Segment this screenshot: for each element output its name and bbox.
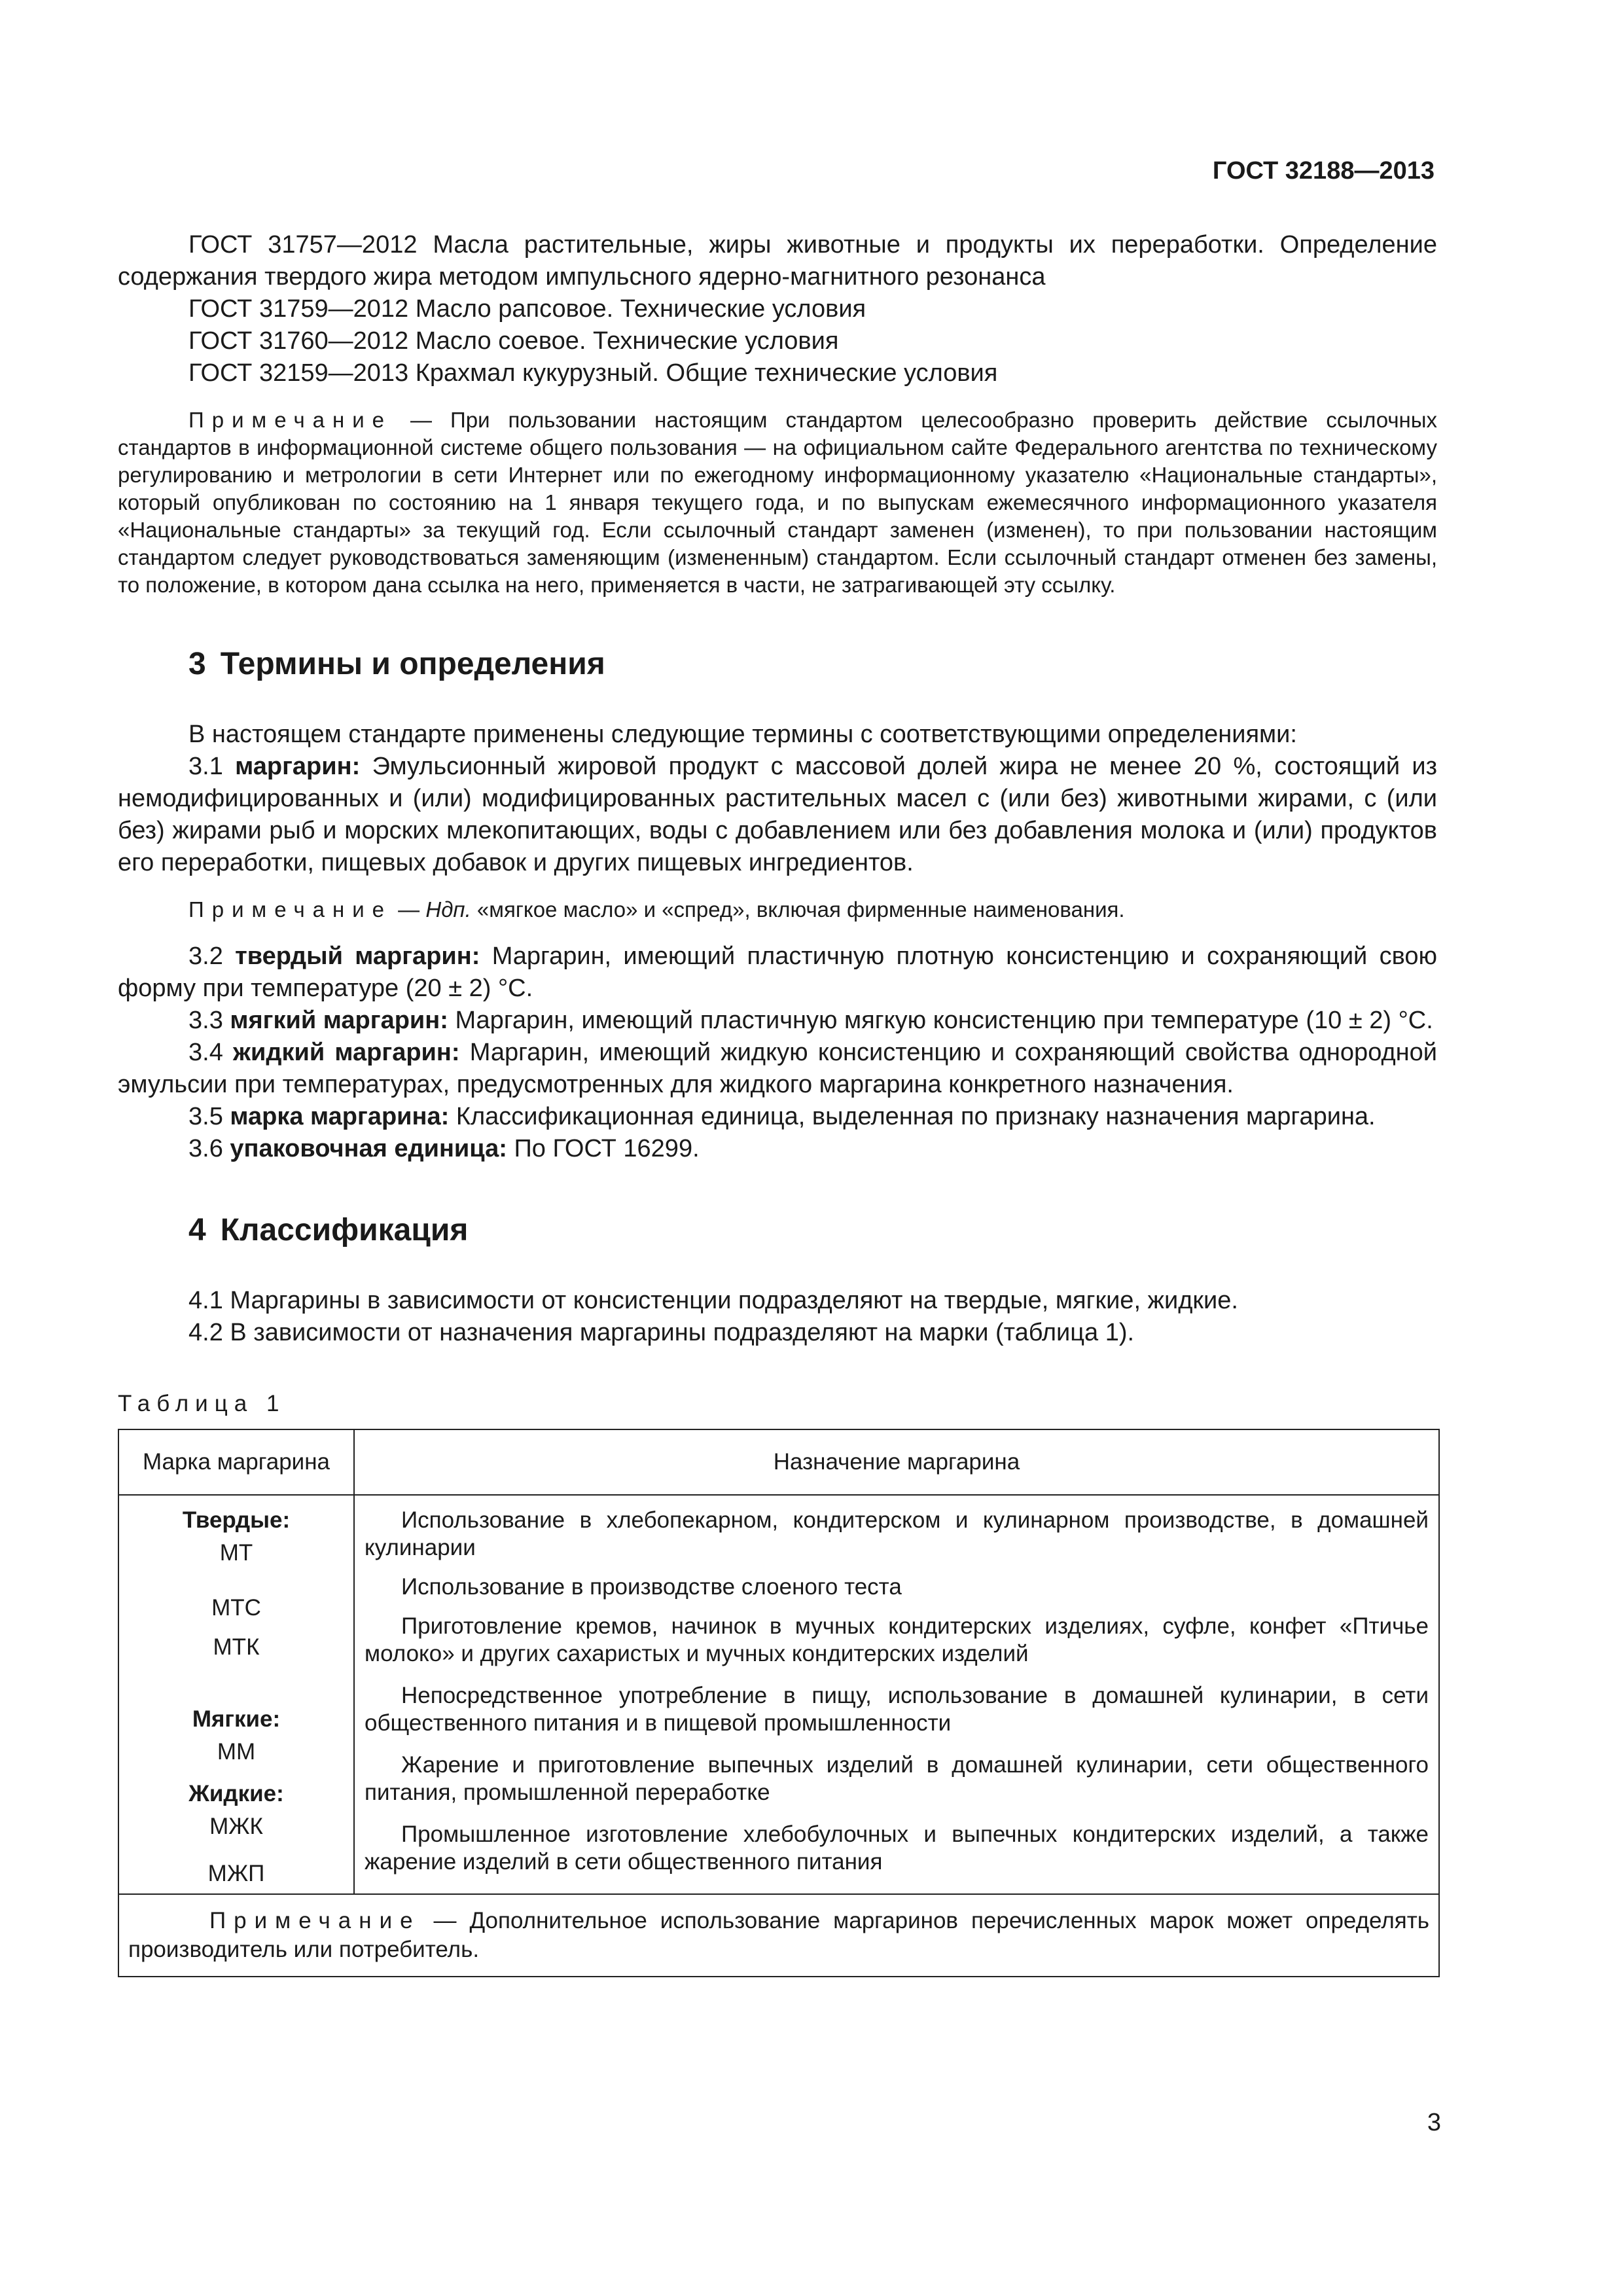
group-label: Твердые: [182, 1507, 291, 1533]
term-definition: 3.3 мягкий маргарин: Маргарин, имеющий пластичную мягкую консистенцию при температуре (10 ± 2) °С. [188, 1007, 1433, 1034]
term-definition: 3.1 маргарин: Эмульсионный жировой продукт с массовой долей жира не менее 20 %, состоящий из немодифицированных и (или) модифицированных растительных масел с (или без) животными жирами, с (или без) жирами рыб и морских млекопитающих, воды с добавлением или без добавления молока и (или) продуктов его переработки, пищевых добавок и других пищевых ингредиентов. [118, 753, 1438, 876]
note-text: — При пользовании настоящим стандартом целесообразно проверить действие ссылочных стандартов в информационной системе общего пользования — на официальном сайте Федерального агентства по техническому регулированию и метрологии в сети Интернет или по ежегодному информационному указателю «Национальные стандарты», который опубликован по состоянию на 1 января текущего года, и по выпускам ежемесячного информационного указателя «Национальные стандарты» за текущий год. Если ссылочный стандарт заменен (изменен), то при пользовании настоящим стандартом следует руководствоваться заменяющим (измененным) стандартом. Если ссылочный стандарт отменен без замены, то положение, в котором дана ссылка на него, применяется в части, не затрагивающей эту ссылку. [118, 408, 1437, 597]
brand-mark: МЖК [209, 1814, 263, 1839]
term-definition: 3.6 упаковочная единица: По ГОСТ 16299. [188, 1135, 700, 1162]
reference-note [118, 406, 1437, 599]
section-3-heading: 3 Термины и определения [188, 647, 605, 681]
purpose-text: Жарение и приготовление выпечных изделий в домашней кулинарии, сети общественного питания, промышленной переработке [365, 1752, 1429, 1805]
column-header-purpose: Назначение маргарина [354, 1429, 1439, 1495]
document-code: ГОСТ 32188—2013 [1212, 157, 1435, 185]
purpose-text: Непосредственное употребление в пищу, использование в домашней кулинарии, в сети общественного питания и в пищевой промышленности [365, 1683, 1429, 1736]
group-label: Жидкие: [188, 1781, 284, 1806]
table-body-row [118, 1495, 1439, 1894]
reference-item: ГОСТ 32159—2013 Крахмал кукурузный. Общие технические условия [188, 359, 998, 387]
term-name: марка маргарина: [230, 1103, 450, 1130]
section-4-heading: 4 Классификация [188, 1213, 469, 1247]
table-note-row [118, 1894, 1439, 1977]
purpose-text: Промышленное изготовление хлебобулочных и выпечных кондитерских изделий, а также жарение изделий в сети общественного питания [365, 1821, 1429, 1874]
term-definition: 3.4 жидкий маргарин: Маргарин, имеющий жидкую консистенцию и сохраняющий свойства однородной эмульсии при температурах, предусмотренных для жидкого маргарина конкретного назначения. [118, 1039, 1438, 1098]
term-name: мягкий маргарин: [230, 1007, 448, 1034]
purpose-text: Использование в хлебопекарном, кондитерском и кулинарном производстве, в домашней кулинарии [365, 1507, 1429, 1560]
note-label: Примечание [188, 408, 393, 432]
margarine-brands-table [118, 1429, 1440, 1977]
purpose-column [354, 1495, 1439, 1894]
reference-item: ГОСТ 31760—2012 Масло соевое. Технические условия [188, 327, 839, 355]
classification-item: 4.1 Маргарины в зависимости от консистенции подразделяют на твердые, мягкие, жидкие. [188, 1287, 1238, 1314]
column-header-brand: Марка маргарина [118, 1429, 354, 1495]
brand-mark: МТК [213, 1634, 260, 1660]
brand-mark: ММ [217, 1739, 256, 1765]
group-label: Мягкие: [192, 1706, 281, 1732]
term-name: упаковочная единица: [230, 1135, 507, 1162]
purpose-text: Приготовление кремов, начинок в мучных кондитерских изделиях, суфле, конфет «Птичье молоко» и других сахаристых и мучных кондитерских изделий [365, 1613, 1429, 1666]
brand-mark: МТС [211, 1595, 261, 1621]
table-caption: Таблица 1 [118, 1391, 286, 1416]
table-header-row [118, 1429, 1439, 1495]
reference-list [118, 229, 1437, 389]
term-note: Примечание — Ндп. «мягкое масло» и «спред», включая фирменные наименования. [188, 897, 1125, 922]
term-name: твердый маргарин: [235, 942, 480, 970]
section-3-intro: В настоящем стандарте применены следующие термины с соответствующими определениями: [188, 721, 1297, 748]
table-note: Примечание — Дополнительное использование маргаринов перечисленных марок может определять производитель или потребитель. [118, 1894, 1439, 1977]
term-definition: 3.2 твердый маргарин: Маргарин, имеющий пластичную плотную консистенцию и сохраняющий свою форму при температуре (20 ± 2) °С. [118, 942, 1437, 1002]
brand-mark: МЖП [207, 1861, 265, 1886]
classification-item: 4.2 В зависимости от назначения маргарины подразделяют на марки (таблица 1). [188, 1319, 1135, 1346]
brand-column [118, 1495, 354, 1894]
term-name: маргарин: [235, 753, 361, 780]
reference-item: ГОСТ 31757—2012 Масла растительные, жиры животные и продукты их переработки. Определение содержания твердого жира методом импульсного ядерно-магнитного резонанса [118, 231, 1437, 291]
term-name: жидкий маргарин: [233, 1039, 460, 1066]
page-content [118, 229, 1437, 1977]
purpose-text: Использование в производстве слоеного теста [401, 1574, 902, 1600]
brand-mark: МТ [219, 1540, 253, 1566]
page-number: 3 [1427, 2109, 1441, 2136]
reference-item: ГОСТ 31759—2012 Масло рапсовое. Технические условия [188, 295, 866, 323]
term-definition: 3.5 марка маргарина: Классификационная единица, выделенная по признаку назначения маргарина. [188, 1103, 1376, 1130]
